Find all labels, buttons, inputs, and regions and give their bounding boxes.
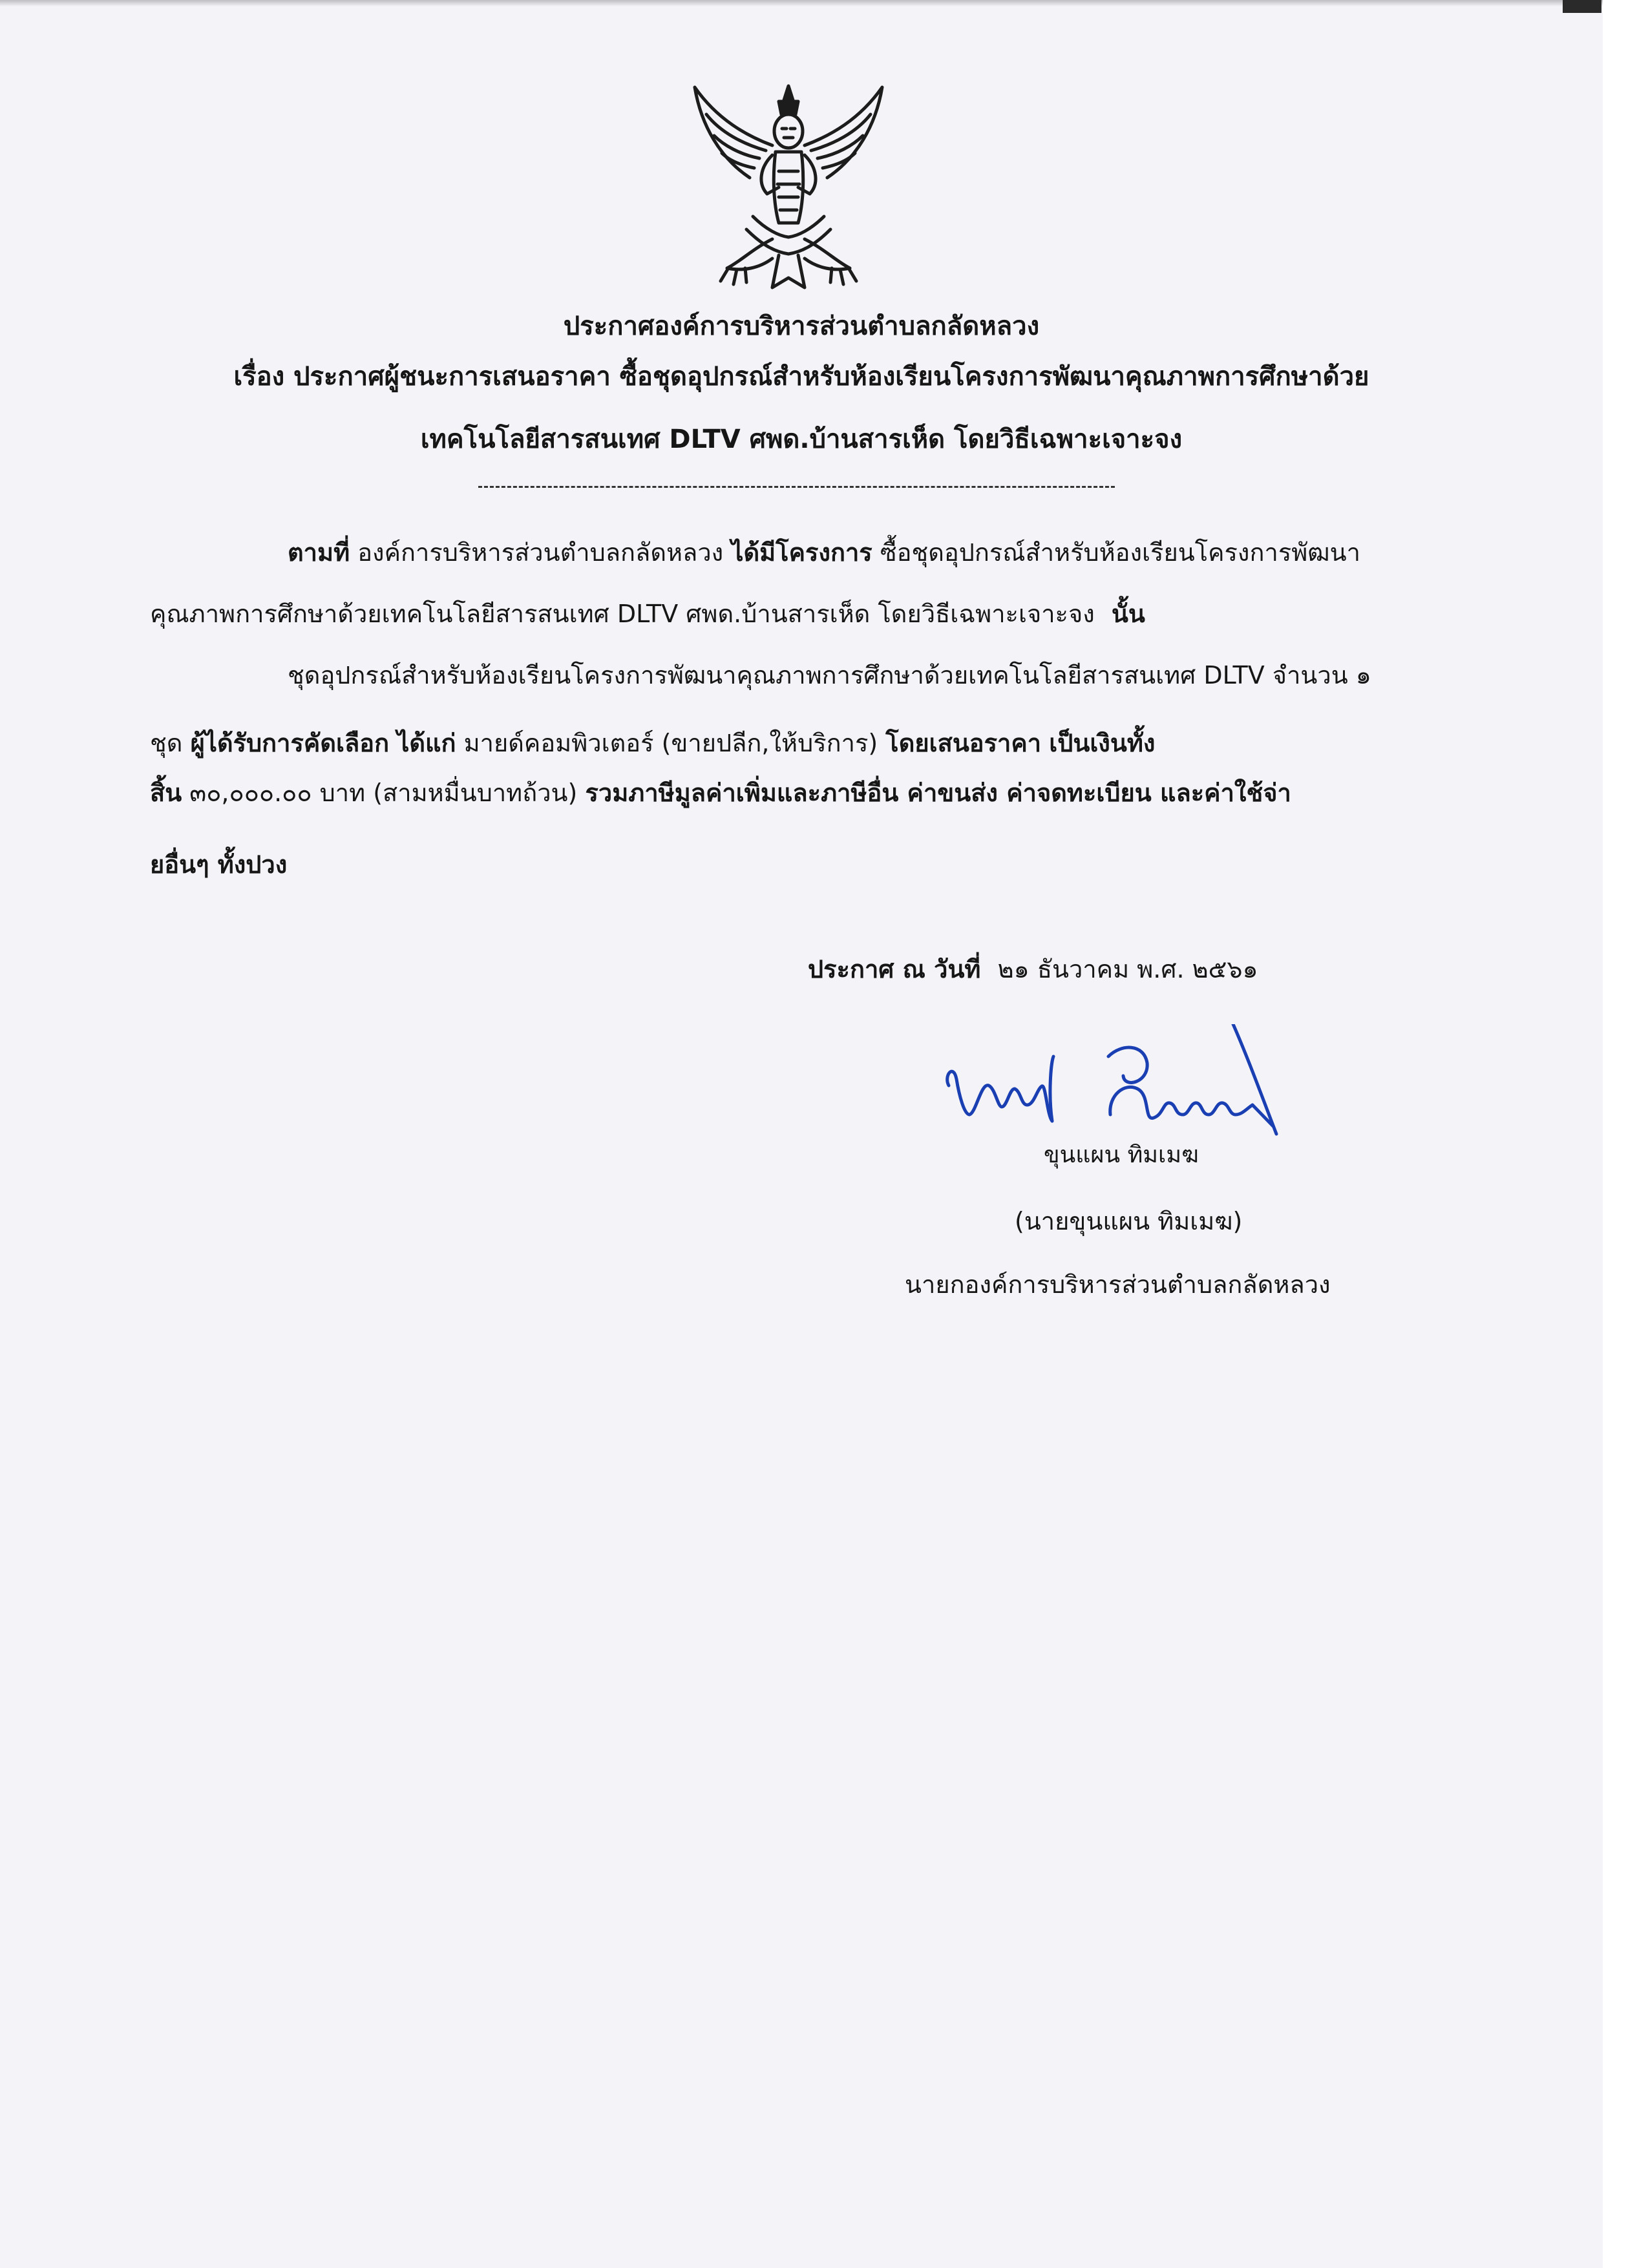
paragraph-1-line-2 bbox=[150, 594, 1145, 633]
p2-vendor: มายด์คอมพิวเตอร์ (ขายปลีก,ให้บริการ) bbox=[463, 729, 878, 757]
p3-end-word: สิ้น bbox=[150, 779, 182, 807]
p3-includes: รวมภาษีมูลค่าเพิ่มและภาษีอื่น ค่าขนส่ง ค่าจดทะเบียน และค่าใช้จ่า bbox=[585, 779, 1291, 807]
announcement-date: ๒๑ ธันวาคม พ.ศ. ๒๕๖๑ bbox=[997, 955, 1258, 983]
p3-amount: ๓๐,๐๐๐.๐๐ บาท (สามหมื่นบาทถ้วน) bbox=[189, 779, 578, 807]
p2-selected-label: ผู้ได้รับการคัดเลือก bbox=[190, 729, 390, 757]
p1-org: องค์การบริหารส่วนตำบลกลัดหลวง bbox=[357, 538, 724, 567]
subject-line-1 bbox=[0, 357, 1603, 396]
scan-top-edge bbox=[0, 0, 1603, 6]
p1-rest: ซื้อชุดอุปกรณ์สำหรับห้องเรียนโครงการพัฒนา bbox=[880, 538, 1360, 567]
paragraph-2-line-2 bbox=[150, 724, 1155, 762]
garuda-emblem-icon bbox=[682, 74, 895, 304]
subject-label: เรื่อง bbox=[233, 362, 285, 392]
announcement-date-line bbox=[808, 950, 1258, 989]
p1-label: ตามที่ bbox=[288, 538, 350, 567]
p1-line2: คุณภาพการศึกษาด้วยเทคโนโลยีสารสนเทศ DLTV ศพด.บ้านสารเห็ด โดยวิธีเฉพาะเจาะจง bbox=[150, 600, 1095, 628]
document-title: ประกาศองค์การบริหารส่วนตำบลกลัดหลวง bbox=[563, 311, 1040, 341]
paragraph-2-line-4: ยอื่นๆ ทั้งปวง bbox=[150, 850, 288, 879]
p2-total: เป็นเงินทั้ง bbox=[1049, 729, 1156, 757]
signatory-full-name: (นายขุนแผน ทิมเมฆ) bbox=[1015, 1207, 1243, 1235]
subject-text-1: ประกาศผู้ชนะการเสนอราคา ซื้อชุดอุปกรณ์สำหรับห้องเรียนโครงการพัฒนาคุณภาพการศึกษาด้วย bbox=[293, 362, 1369, 392]
p1-end: นั้น bbox=[1111, 600, 1145, 628]
paragraph-2-line-1: ชุดอุปกรณ์สำหรับห้องเรียนโครงการพัฒนาคุณภาพการศึกษาด้วยเทคโนโลยีสารสนเทศ DLTV จำนวน ๑ bbox=[288, 661, 1371, 689]
separator-dashed-line bbox=[478, 486, 1115, 488]
handwritten-signature bbox=[931, 1024, 1305, 1140]
p2-unit: ชุด bbox=[150, 729, 183, 757]
p2-is: ได้แก่ bbox=[397, 729, 456, 757]
p1-has-project: ได้มีโครงการ bbox=[731, 538, 872, 567]
subject-line-2: เทคโนโลยีสารสนเทศ DLTV ศพด.บ้านสารเห็ด โดยวิธีเฉพาะเจาะจง bbox=[420, 425, 1183, 454]
paragraph-2-line-3 bbox=[150, 773, 1291, 812]
announcement-label: ประกาศ ณ วันที่ bbox=[808, 955, 981, 983]
signatory-name-short: ขุนแผน ทิมเมฆ bbox=[1044, 1142, 1199, 1168]
scan-corner-mark bbox=[1563, 0, 1601, 13]
p2-offer: โดยเสนอราคา bbox=[885, 729, 1042, 757]
scan-right-margin bbox=[1603, 0, 1648, 2268]
signatory-position: นายกองค์การบริหารส่วนตำบลกลัดหลวง bbox=[905, 1270, 1331, 1299]
paragraph-1-line-1 bbox=[288, 533, 1360, 572]
